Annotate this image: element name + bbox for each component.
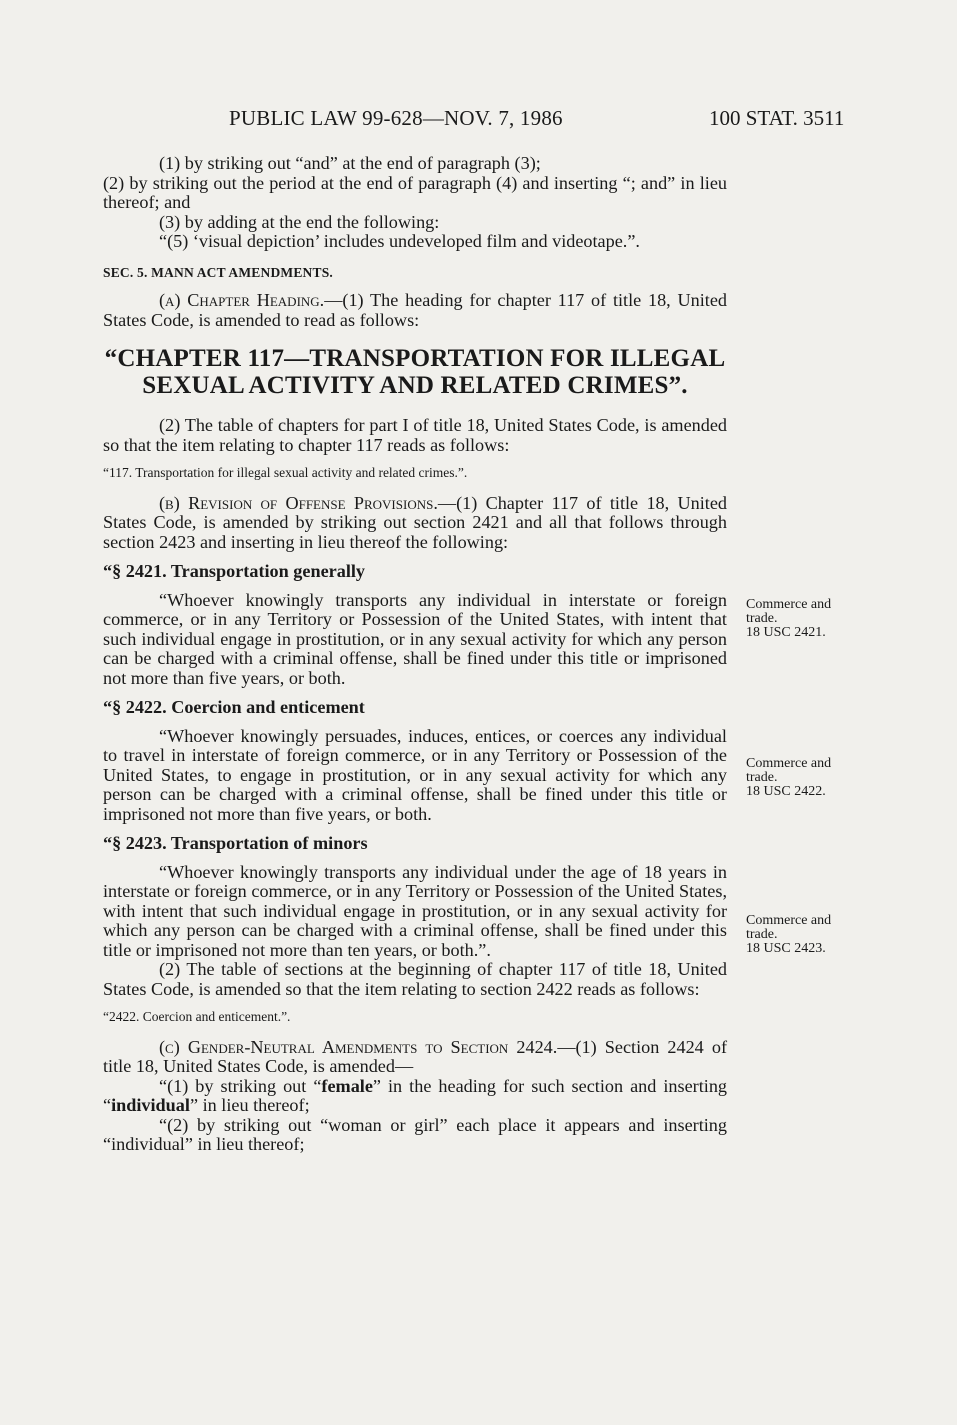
page-header-title: PUBLIC LAW 99-628—NOV. 7, 1986 (229, 106, 563, 130)
c1-part-a: “(1) by striking out “ (159, 1075, 322, 1096)
subsection-b-2: (2) The table of sections at the beginning of chapter 117 of title 18, United States Code, is amended so that the item relating to section 2422 reads as follows: (103, 959, 727, 999)
chapter-heading-line-1: “CHAPTER 117—TRANSPORTATION FOR ILLEGAL (104, 345, 726, 372)
paragraph-1: (1) by striking out “and” at the end of paragraph (3); (159, 153, 541, 173)
subsection-c-1 (103, 1077, 727, 1116)
margin-note-line: trade. (746, 611, 778, 626)
margin-note-line: trade. (746, 770, 778, 785)
chapter-heading (103, 345, 727, 399)
document-body (103, 154, 727, 1155)
c1-part-c: ” in lieu thereof; (189, 1095, 310, 1115)
margin-note-line: 18 USC 2421. (746, 625, 826, 640)
chapter-heading-line-2: SEXUAL ACTIVITY AND RELATED CRIMES”. (142, 372, 688, 399)
subsection-a (103, 291, 727, 330)
section-2422-text: “Whoever knowingly persuades, induces, entices, or coerces any individual to travel in interstate of foreign commerce, or in any Territory or Possession of the United States, to engage in prostitution, or in any sexual activity for which any person can be charged with a criminal offense, shall be fined under this title or imprisoned not more than five years, or both. (103, 725, 727, 824)
subsection-a-label: (a) Chapter Heading. (159, 290, 325, 310)
paragraph-2: (2) by striking out the period at the end of paragraph (4) and inserting “; and” in lieu thereof; and (103, 172, 727, 212)
margin-note-2421 (746, 598, 876, 640)
margin-note-line: 18 USC 2422. (746, 784, 826, 799)
section-5-heading: SEC. 5. MANN ACT AMENDMENTS. (103, 264, 333, 280)
margin-note-line: Commerce and (746, 913, 832, 928)
subsection-c-text: 2424.—(1) Section 2424 of title 18, United States Code, is amended— (103, 1036, 727, 1076)
chapter-table-item: “117. Transportation for illegal sexual activity and related crimes.”. (103, 465, 468, 480)
subsection-b-label: (b) Revision of Offense Provisions. (159, 492, 438, 513)
c1-female: female (321, 1075, 373, 1096)
section-2423-text: “Whoever knowingly transports any individual under the age of 18 years in interstate or foreign commerce, or in any Territory or Possession of the United States, with intent that such individual engage in prostitution, or in any sexual activity for which any person can be charged with a criminal offense, shall be fined under this title or imprisoned not more than ten years, or both.”. (103, 861, 727, 960)
section-table-item: “2422. Coercion and enticement.”. (103, 1009, 291, 1024)
section-2421-heading: “§ 2421. Transportation generally (103, 561, 366, 581)
c1-individual: individual (111, 1095, 190, 1115)
margin-note-line: trade. (746, 927, 778, 942)
subsection-c-label: (c) Gender-Neutral Amendments to Section (159, 1036, 509, 1057)
paragraph-4: “(5) ‘visual depiction’ includes undeveloped film and videotape.”. (159, 231, 640, 251)
margin-note-2423 (746, 914, 876, 956)
section-2421-text: “Whoever knowingly transports any individual in interstate or foreign commerce, or in any Territory or Possession of the United States, with intent that such individual engage in prostitution, or in any sexual activity for which any person can be charged with a criminal offense, shall be fined under this title or imprisoned not more than five years, or both. (103, 589, 727, 688)
margin-note-line: 18 USC 2423. (746, 941, 826, 956)
subsection-c (103, 1038, 727, 1077)
subsection-b (103, 494, 727, 553)
page-header-stat: 100 STAT. 3511 (709, 106, 845, 130)
subsection-b-text: —(1) Chapter 117 of title 18, United States Code, is amended by striking out section 2421 and all that follows through section 2423 and inserting in lieu thereof the following: (103, 492, 727, 552)
section-2422-heading: “§ 2422. Coercion and enticement (103, 697, 365, 717)
margin-note-line: Commerce and (746, 756, 832, 771)
margin-note-line: Commerce and (746, 597, 832, 612)
subsection-a-2: (2) The table of chapters for part I of title 18, United States Code, is amended so that the item relating to chapter 117 reads as follows: (103, 415, 727, 455)
subsection-a-text: —(1) The heading for chapter 117 of title 18, United States Code, is amended to read as follows: (103, 290, 727, 330)
subsection-c-2: “(2) by striking out “woman or girl” each place it appears and inserting “individual” in lieu thereof; (103, 1114, 727, 1154)
margin-note-2422 (746, 757, 876, 799)
section-2423-heading: “§ 2423. Transportation of minors (103, 833, 368, 853)
paragraph-3: (3) by adding at the end the following: (159, 211, 440, 232)
c1-part-b: ” in the heading for such section and inserting “ (103, 1075, 728, 1115)
